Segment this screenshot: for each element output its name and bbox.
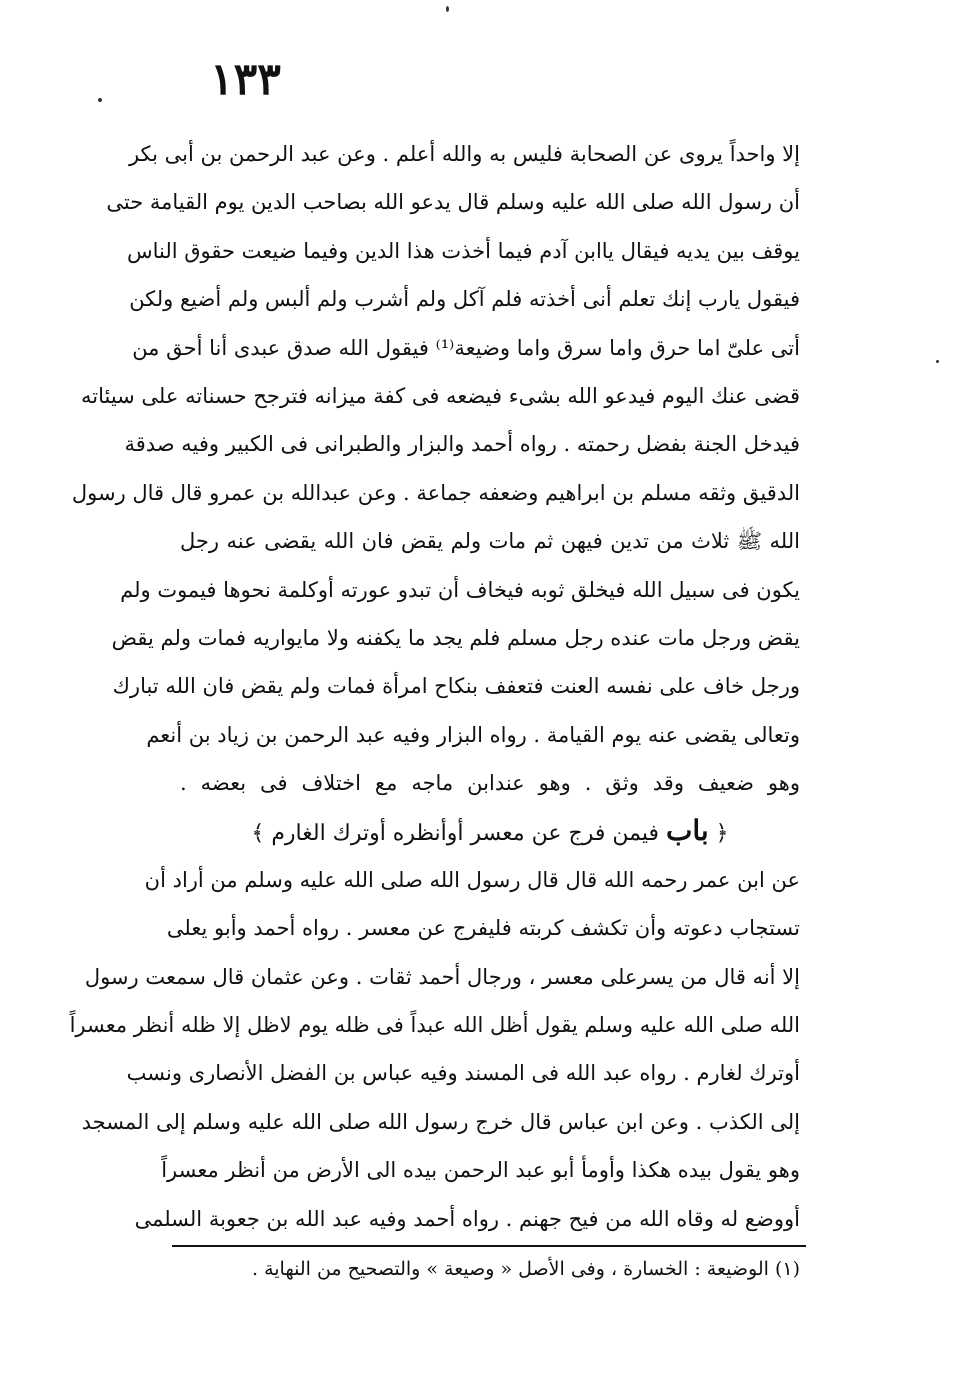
footnote: (١) الوضيعة : الخسارة ، وفى الأصل « وصيعة » والتصحيح من النهاية . [252,1258,800,1280]
scan-speck [98,98,102,102]
text-line: الله ﷺ ثلاث من تدين فيهن ثم مات ولم يقض فان الله يقضى عنه رجل [180,529,800,554]
footnote-divider [172,1245,806,1247]
text-line: وتعالى يقضى عنه يوم القيامة . رواه البزار وفيه عبد الرحمن بن زياد بن أنعم [146,722,800,747]
text-line: أووضع له وقاه الله من فيح جهنم . رواه أحمد وفيه عبد الله بن جعوبة السلمى [134,1206,800,1231]
text-line: يوقف بين يديه فيقال ياابن آدم فيما أخذت هذا الدين وفيما ضيعت حقوق الناس [126,238,800,263]
scan-speck [936,360,939,363]
text-line: إلا أنه قال من يسرعلى معسر ، ورجال أحمد ثقات . وعن عثمان قال سمعت رسول [84,964,800,989]
text-line: وهو يقول بيده هكذا وأومأ أبو عبد الرحمن بيده الى الأرض من أنظر معسراً [161,1158,800,1183]
text-line: الدقيق وثقه مسلم بن ابراهيم وضعفه جماعة . وعن عبدالله بن عمرو قال قال رسول [71,480,800,505]
text-line: أن رسول الله صلى الله عليه وسلم قال يدعو الله بصاحب الدين يوم القيامة حتى [106,190,800,215]
text-line: أتى علىّ اما حرق واما سرق واما وضيعة⁽¹⁾ فيقول الله صدق عبدى أنا أحق من [132,335,800,360]
text-line: وهو ضعيف وقد وثق . وهو عندابن ماجه مع اختلاف فى بعضه . [180,771,800,796]
text-line: فيقول يارب إنك تعلم أنى أخذته فلم آكل ولم أشرب ولم ألبس ولم أضيع ولكن [129,287,800,312]
page-number: ١٣٣ [210,54,281,105]
heading-keyword: باب [665,814,709,848]
heading-bracket-open: ﴿ [715,821,729,847]
text-line: أوترك لغارم . رواه عبد الله فى المسند وفيه عباس بن الفضل الأنصارى ونسب [126,1061,800,1086]
text-line: إلى الكذب . وعن ابن عباس قال خرج رسول الله صلى الله عليه وسلم إلى المسجد [81,1109,800,1134]
text-line: قضى عنك اليوم فيدعو الله بشىء فيضعه فى كفة ميزانه فترجح حسناته على سيئاته [80,383,800,408]
scan-speck [446,6,449,12]
heading-title: فيمن فرج عن معسر أوأنظره أوترك الغارم [271,821,659,847]
text-line: ورجل خاف على نفسه العنت فتعفف بنكاح امرأة فمات ولم يقض فان الله تبارك [112,674,800,699]
section-heading [180,807,800,855]
heading-bracket-close: ﴾ [251,821,265,847]
text-line: تستجاب دعوته وأن تكشف كربته فليفرج عن معسر . رواه أحمد وأبو يعلى [166,916,800,941]
text-line: الله صلى الله عليه وسلم يقول أظل الله عبداً فى ظله يوم لاظل إلا ظله أنظر معسراً [69,1013,800,1038]
text-line: إلا واحداً يروى عن الصحابة فليس به والله أعلم . وعن عبد الرحمن بن أبى بكر [128,142,800,166]
text-line: فيدخل الجنة بفضل رحمته . رواه أحمد والبزار والطبرانى فى الكبير وفيه صدقة [124,432,800,457]
text-line: يقض ورجل مات عنده رجل مسلم فلم يجد ما يكفنه ولا مايواريه فمات ولم يقض [111,625,800,650]
main-text [69,130,800,1243]
text-line: يكون فى سبيل الله فيخلق ثوبه فيخاف أن تبدو عورته أوكلمة نحوها فيموت ولم [120,577,800,602]
text-line: عن ابن عمر رحمه الله قال قال رسول الله صلى الله عليه وسلم من أراد أن [144,867,800,892]
